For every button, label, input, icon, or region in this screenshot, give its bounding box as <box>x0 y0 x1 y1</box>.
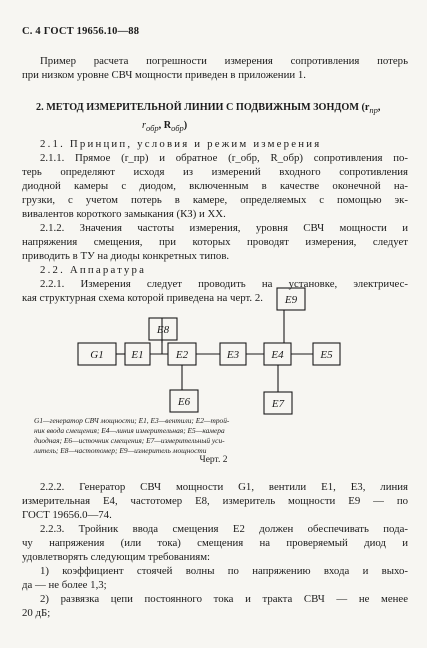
s223-line-2: чу напряжения (или тока) смещения на проверяемый диод и <box>22 537 408 549</box>
s222-line-1: 2.2.2. Генератор СВЧ мощности G1, вентили E1, E3, линия <box>40 481 408 493</box>
heading-R: , R <box>158 120 172 132</box>
s211-line-3: диодной камеры с диодом, включенным в качестве оконечной на- <box>22 180 408 192</box>
heading-r: r <box>142 120 146 132</box>
section-2-1-title: 2.1. Принцип, условия и режим измерения <box>40 138 322 150</box>
heading-line-1: 2. МЕТОД ИЗМЕРИТЕЛЬНОЙ ЛИНИИ С ПОДВИЖНЫМ ЗОНДОМ (r <box>36 102 370 113</box>
heading-sub-obr-2: обр <box>171 123 184 134</box>
label-e3: E3 <box>226 349 240 361</box>
s211-line-1: 2.1.1. Прямое (r_пр) и обратное (r_обр, R_обр) сопротивления по- <box>40 152 408 164</box>
label-e1: E1 <box>131 349 144 361</box>
s211-line-2: терь определяют исходя из измерений входного сопротивления <box>22 166 408 178</box>
label-e4: E4 <box>271 349 284 361</box>
s212-line-3: приводить в ТУ на диоды конкретных типов. <box>22 250 230 262</box>
s223-line-3: удовлетворять следующим требованиям: <box>22 551 211 563</box>
label-e2: E2 <box>175 349 189 361</box>
caption-line-4: литель; E8—частотомер; E9—измеритель мощности <box>34 446 207 455</box>
label-e5: E5 <box>320 349 333 361</box>
s212-line-1: 2.1.2. Значения частоты измерения, уровня СВЧ мощности и <box>40 222 408 234</box>
figure-caption <box>34 416 406 456</box>
s223-line-1: 2.2.3. Тройник ввода смещения E2 должен обеспечивать пода- <box>40 523 408 535</box>
item-2-line-2: 20 дБ; <box>22 607 51 619</box>
s221-line-1: 2.2.1. Измерения следует проводить на установке, электричес- <box>40 278 408 290</box>
section-2-2-title: 2.2. Аппаратура <box>40 264 147 276</box>
s221-line-2: кая структурная схема которой приведена на черт. 2. <box>22 292 263 304</box>
s211-line-5: вивалентов короткого замыкания (КЗ) и XX. <box>22 208 226 220</box>
label-e8: E8 <box>156 324 170 336</box>
caption-line-3: диодная; E6—источник смещения; E7—измерительный уси- <box>34 436 225 445</box>
figure-label: Черт. 2 <box>199 455 228 465</box>
s212-line-2: напряжения смещения, при которых проводят измерения, следует <box>22 236 408 248</box>
caption-line-2: ник ввода смещения; E4—линия измерительная; E5—камера <box>34 426 225 435</box>
label-g1: G1 <box>90 349 104 361</box>
label-e9: E9 <box>284 294 298 306</box>
s211-line-4: грузки, с учетом потерь в камере, определяемых с помощью эк- <box>22 194 408 206</box>
intro-line-2: при низком уровне СВЧ мощности приведен в приложении 1. <box>22 69 306 81</box>
s222-line-3: ГОСТ 19656.0—74. <box>22 509 112 521</box>
item-1-line-2: да — не более 1,3; <box>22 579 107 591</box>
heading-comma: , <box>377 102 381 113</box>
item-1-line-1: 1) коэффициент стоячей волны по напряжению входа и выхо- <box>40 565 408 577</box>
s222-line-2: измерительная E4, частотомер E8, измеритель мощности E9 — по <box>22 495 408 507</box>
heading-close: ) <box>183 120 188 132</box>
heading-sub-pr: пр <box>369 105 378 116</box>
intro-line-1: Пример расчета погрешности измерения сопротивления потерь <box>40 55 408 67</box>
label-e6: E6 <box>177 396 191 408</box>
item-2-line-1: 2) развязка цепи постоянного тока и тракта СВЧ — не менее <box>40 593 408 605</box>
caption-line-1: G1—генератор СВЧ мощности; E1, E3—вентили; E2—трой- <box>34 416 230 425</box>
running-header: С. 4 ГОСТ 19656.10—88 <box>22 26 140 37</box>
heading-sub-obr-1: обр <box>145 123 159 134</box>
label-e7: E7 <box>271 398 285 410</box>
